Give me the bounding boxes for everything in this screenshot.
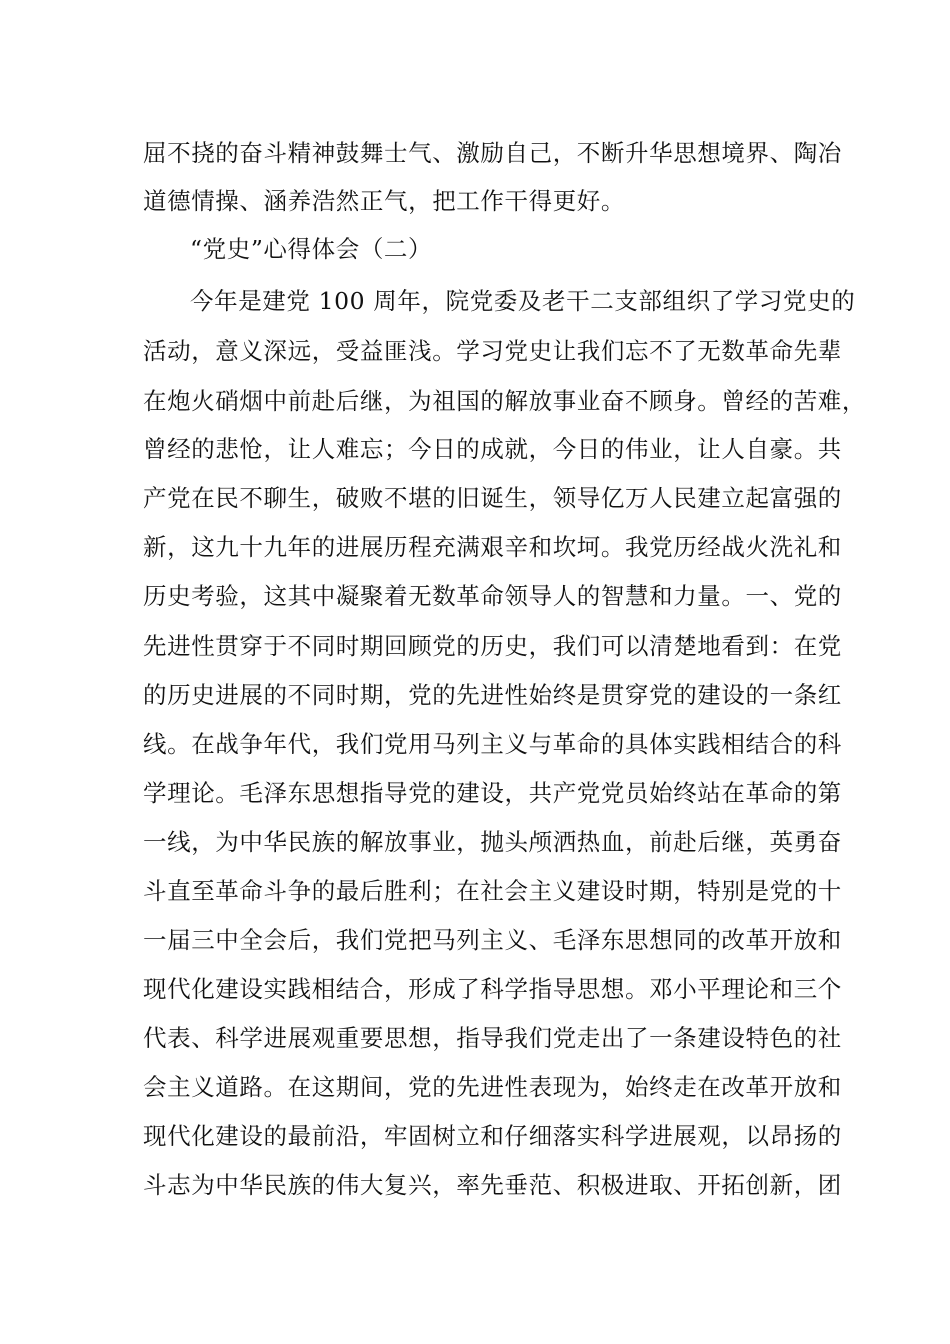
text-line: 新，这九十九年的进展历程充满艰辛和坎坷。我党历经战火洗礼和 [143,533,842,561]
text-line: 会主义道路。在这期间，党的先进性表现为，始终走在改革开放和 [143,1073,842,1101]
text-line: 现代化建设实践相结合，形成了科学指导思想。邓小平理论和三个 [143,975,842,1003]
text-line: 今年是建党 100 周年，院党委及老干二支部组织了学习党史的 [190,287,856,315]
text-line: 斗直至革命斗争的最后胜利；在社会主义建设时期，特别是党的十 [143,877,842,905]
text-line: 活动，意义深远，受益匪浅。学习党史让我们忘不了无数革命先辈 [143,337,842,365]
text-line: 一届三中全会后，我们党把马列主义、毛泽东思想同的改革开放和 [143,926,842,954]
text-line: 历史考验，这其中凝聚着无数革命领导人的智慧和力量。一、党的 [143,582,842,610]
text-line: 在炮火硝烟中前赴后继，为祖国的解放事业奋不顾身。曾经的苦难， [143,387,866,415]
text-line: 先进性贯穿于不同时期回顾党的历史，我们可以清楚地看到：在党 [143,632,842,660]
text-line: 代表、科学进展观重要思想，指导我们党走出了一条建设特色的社 [143,1024,842,1052]
section-title: “党史”心得体会（二） [190,235,433,263]
text-line: 现代化建设的最前沿，牢固树立和仔细落实科学进展观，以昂扬的 [143,1122,842,1150]
text-line: 道德情操、涵养浩然正气，把工作干得更好。 [143,187,625,215]
text-line: 产党在民不聊生，破败不堪的旧诞生，领导亿万人民建立起富强的 [143,484,842,512]
text-line: 一线，为中华民族的解放事业，抛头颅洒热血，前赴后继，英勇奋 [143,828,842,856]
text-line: 的历史进展的不同时期，党的先进性始终是贯穿党的建设的一条红 [143,681,842,709]
text-line: 曾经的悲怆，让人难忘；今日的成就，今日的伟业，让人自豪。共 [143,435,842,463]
text-line: 屈不挠的奋斗精神鼓舞士气、激励自己，不断升华思想境界、陶冶 [143,139,842,167]
text-line: 学理论。毛泽东思想指导党的建设，共产党党员始终站在革命的第 [143,779,842,807]
text-line: 线。在战争年代，我们党用马列主义与革命的具体实践相结合的科 [143,730,842,758]
text-line: 斗志为中华民族的伟大复兴，率先垂范、积极进取、开拓创新，团 [143,1171,842,1199]
